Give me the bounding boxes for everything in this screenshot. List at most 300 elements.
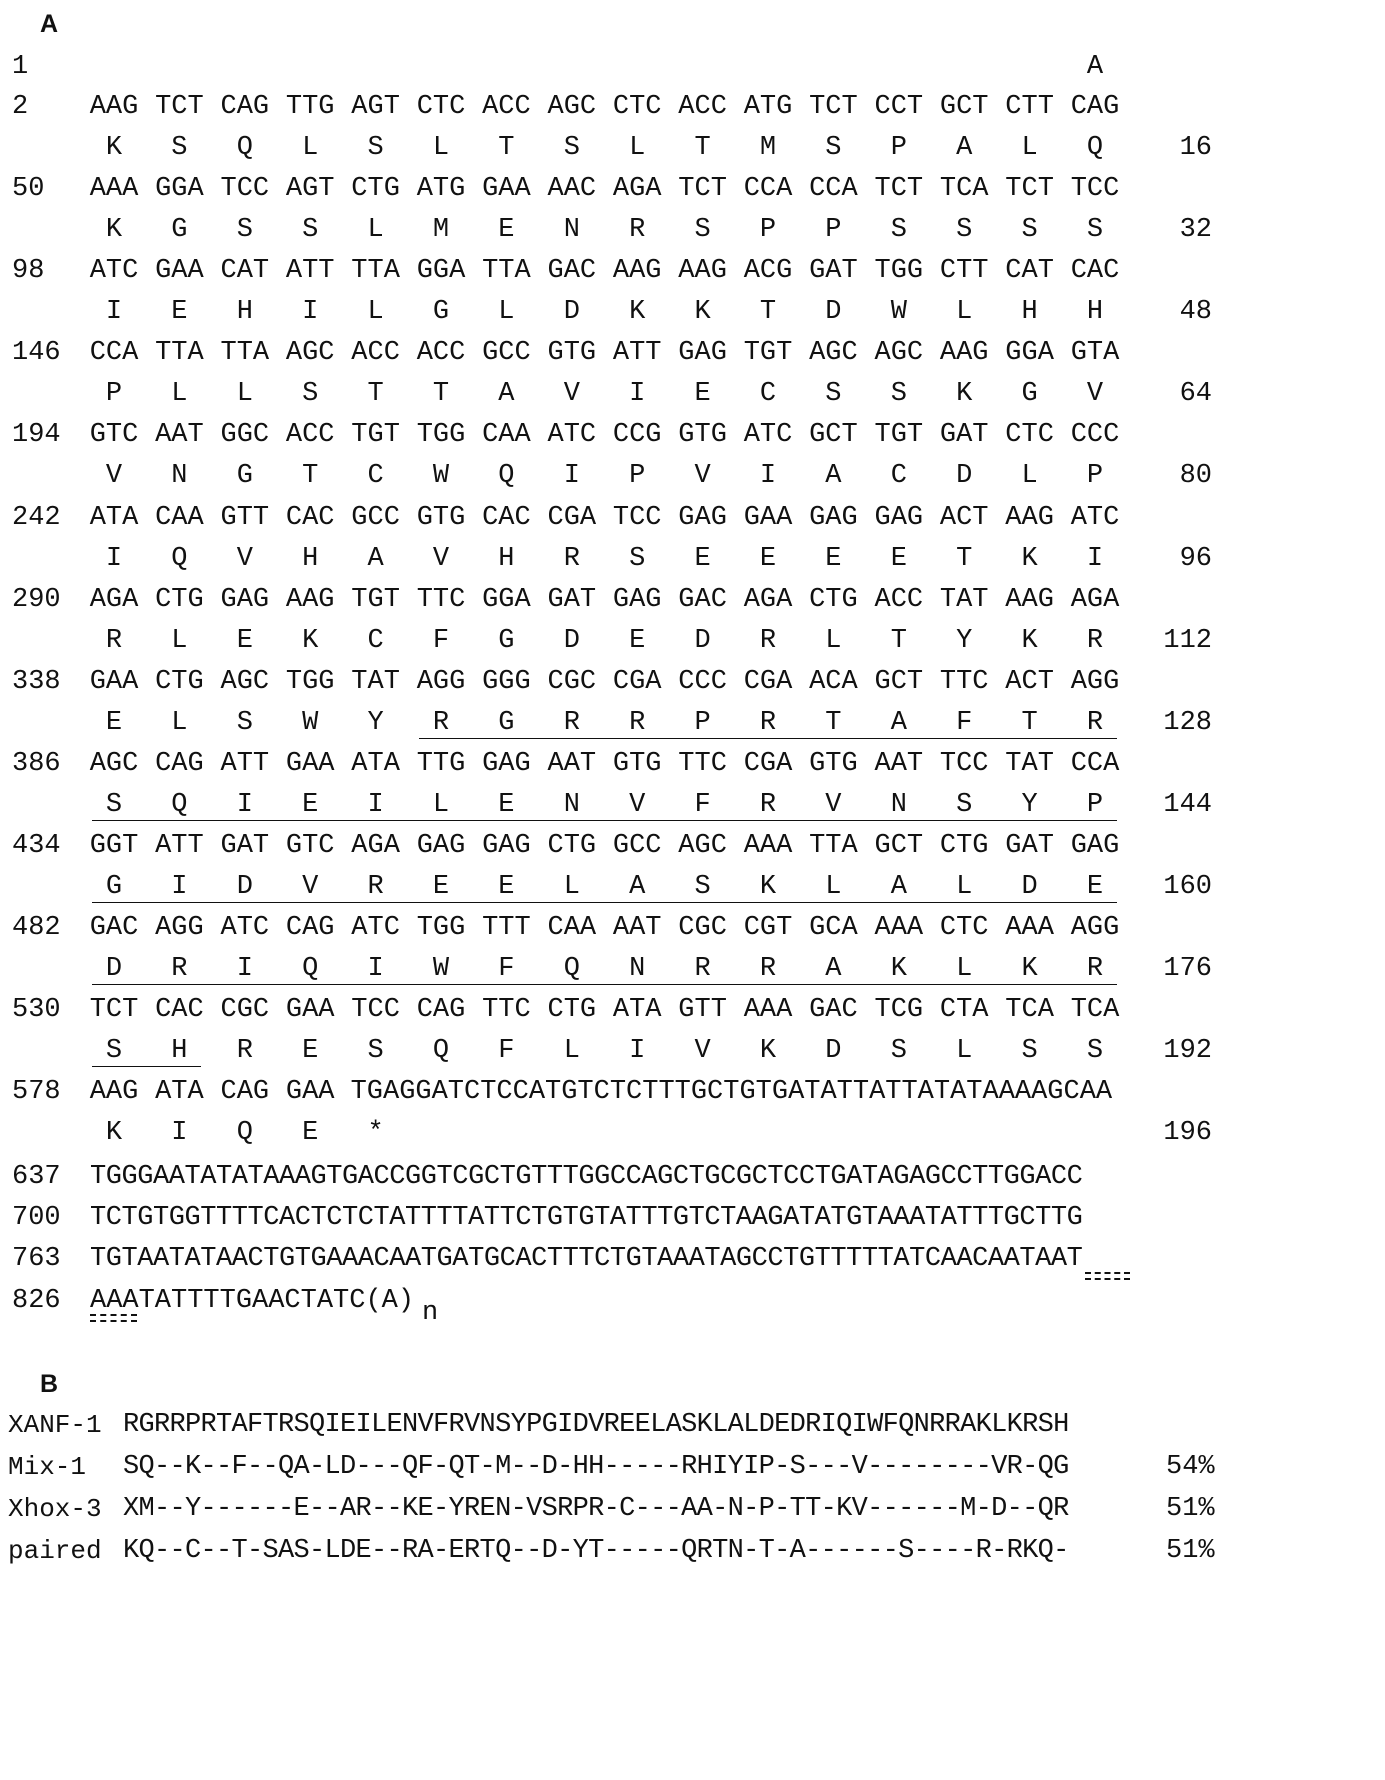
- amino-acid: Q: [236, 1118, 253, 1149]
- codon: GAT: [220, 830, 270, 861]
- amino-acid: R: [1086, 707, 1104, 738]
- codon: GGA: [416, 256, 466, 287]
- amino-acid: Q: [171, 789, 188, 820]
- codon: GCT: [939, 92, 989, 122]
- codon: TGT: [874, 420, 924, 451]
- polyadenylation-signal-underline: [1085, 1278, 1130, 1280]
- polyadenylation-signal-underline: [90, 1320, 137, 1322]
- codon: GCC: [351, 502, 400, 533]
- codon: CTG: [351, 174, 400, 205]
- amino-acid: L: [236, 379, 253, 410]
- amino-acid: S: [236, 707, 253, 738]
- amino-acid: K: [694, 297, 711, 328]
- codon: ATT: [155, 830, 204, 861]
- amino-acid-row: [0, 956, 1385, 996]
- amino-acid-number: 128: [1163, 707, 1212, 738]
- amino-acid: R: [432, 707, 450, 738]
- amino-acid-number: 96: [1179, 543, 1212, 574]
- codon: ATT: [220, 748, 270, 779]
- codon-row: [0, 915, 1385, 955]
- identity-percent: 51%: [1166, 1494, 1215, 1524]
- codon: TCT: [874, 174, 924, 205]
- codon: TCA: [1070, 995, 1120, 1026]
- codon: ATA: [612, 995, 662, 1026]
- amino-acid: E: [498, 871, 515, 902]
- codon: AGC: [874, 338, 924, 369]
- codon: CGC: [547, 666, 597, 697]
- amino-acid: R: [629, 215, 646, 246]
- codon-row: [0, 422, 1385, 462]
- codon: CAG: [220, 1077, 270, 1108]
- codon: ACC: [482, 92, 531, 122]
- codon: GGA: [155, 174, 204, 205]
- amino-acid: G: [1021, 379, 1038, 410]
- line-number: 194: [12, 420, 61, 451]
- amino-acid: C: [367, 461, 384, 492]
- codon: GAC: [678, 584, 727, 615]
- codon: CTG: [809, 584, 858, 615]
- codon: AAT: [874, 748, 924, 779]
- amino-acid: I: [302, 297, 319, 328]
- amino-acid: G: [236, 461, 253, 492]
- amino-acid: S: [236, 215, 253, 246]
- codon: TTC: [482, 995, 531, 1026]
- amino-acid: E: [498, 789, 515, 820]
- amino-acid: V: [825, 789, 842, 820]
- panel-a-label: A: [40, 10, 59, 38]
- codon: CTG: [155, 584, 204, 615]
- codon: GAA: [285, 748, 335, 779]
- amino-acid: N: [890, 789, 907, 820]
- codon: AGC: [220, 666, 270, 697]
- codon: ATC: [220, 913, 270, 943]
- codon: GAG: [874, 502, 924, 533]
- codon-row: [0, 666, 1385, 709]
- amino-acid: Y: [367, 707, 384, 738]
- amino-acid: T: [759, 297, 777, 328]
- amino-acid: Q: [432, 1036, 450, 1067]
- amino-acid: P: [629, 461, 646, 492]
- stop-codon-asterisk: *: [367, 1118, 384, 1149]
- amino-acid: S: [105, 1036, 123, 1067]
- codon: TGT: [351, 420, 400, 451]
- codon: CAC: [482, 502, 531, 533]
- amino-acid: A: [498, 379, 515, 410]
- amino-acid: I: [759, 461, 777, 492]
- polyadenylation-signal-underline: [90, 1314, 137, 1316]
- amino-acid: L: [498, 297, 515, 328]
- amino-acid-row: [0, 463, 1385, 503]
- amino-acid: W: [432, 461, 450, 492]
- codon-row: [0, 584, 1385, 627]
- amino-acid: E: [759, 543, 777, 574]
- codon: AAG: [89, 92, 139, 122]
- amino-acid: Y: [1021, 789, 1038, 820]
- line-number: 50: [12, 174, 45, 205]
- codon-row: [0, 1079, 1385, 1119]
- codon: AGA: [351, 830, 400, 861]
- amino-acid: M: [759, 133, 777, 163]
- codon: GTA: [1070, 338, 1120, 369]
- amino-acid: P: [105, 379, 123, 410]
- codon: CAT: [1005, 256, 1054, 287]
- codon: AGG: [416, 666, 466, 697]
- amino-acid: Q: [171, 543, 188, 574]
- codon: CTC: [416, 92, 466, 122]
- amino-acid: I: [1086, 543, 1104, 574]
- amino-acid: L: [1021, 133, 1038, 163]
- amino-acid-row: [0, 707, 1385, 750]
- amino-acid: I: [105, 543, 123, 574]
- codon: TCA: [1005, 995, 1054, 1026]
- codon: TCG: [874, 995, 924, 1026]
- codon: ACT: [1005, 666, 1054, 697]
- amino-acid: K: [759, 871, 777, 902]
- amino-acid: P: [1086, 789, 1104, 820]
- codon: AAG: [285, 584, 335, 615]
- identity-percent: 54%: [1166, 1452, 1215, 1482]
- amino-acid: R: [629, 707, 646, 738]
- codon: GAA: [89, 666, 139, 697]
- amino-acid: R: [694, 954, 711, 984]
- utr-sequence: AAATATTTTGAACTATC(A): [90, 1286, 415, 1316]
- codon: CTC: [612, 92, 662, 122]
- amino-acid: A: [890, 871, 907, 902]
- codon: GAG: [220, 584, 270, 615]
- amino-acid: L: [629, 133, 646, 163]
- codon: GAC: [89, 913, 139, 943]
- amino-acid: G: [171, 215, 188, 246]
- codon: GGT: [89, 830, 139, 861]
- codon: GAG: [678, 338, 727, 369]
- codon: AAT: [612, 913, 662, 943]
- codon: CGC: [220, 995, 270, 1026]
- codon: ACC: [285, 420, 335, 451]
- codon: CAA: [482, 420, 531, 451]
- amino-acid: L: [956, 297, 973, 328]
- amino-acid: P: [759, 215, 777, 246]
- amino-acid: Q: [498, 461, 515, 492]
- amino-acid: D: [956, 461, 973, 492]
- codon: ATA: [351, 748, 400, 779]
- utr-line: [0, 1246, 1385, 1286]
- codon: GAA: [482, 174, 531, 205]
- codon: GAG: [416, 830, 466, 861]
- amino-acid: P: [825, 215, 842, 246]
- amino-acid: V: [236, 543, 253, 574]
- amino-acid: D: [563, 297, 580, 328]
- homeodomain-underline: [419, 738, 1117, 739]
- amino-acid-number: 80: [1179, 461, 1212, 492]
- codon: AAG: [1005, 584, 1054, 615]
- amino-acid: R: [563, 707, 580, 738]
- codon-row: [0, 258, 1385, 298]
- nucleotide: A: [1086, 52, 1104, 82]
- amino-acid: T: [825, 707, 842, 738]
- amino-acid: L: [956, 871, 973, 902]
- codon: ACG: [743, 256, 793, 287]
- alignment-row: [0, 1538, 1385, 1578]
- amino-acid: R: [105, 625, 123, 656]
- amino-acid: Q: [302, 954, 319, 984]
- codon: CTA: [939, 995, 989, 1026]
- amino-acid: E: [694, 543, 711, 574]
- amino-acid: L: [563, 1036, 580, 1067]
- codon: CCT: [874, 92, 924, 122]
- amino-acid: H: [1086, 297, 1104, 328]
- line-number: 1: [12, 52, 29, 82]
- codon: TCC: [351, 995, 400, 1026]
- codon: GCC: [612, 830, 662, 861]
- amino-acid: C: [759, 379, 777, 410]
- amino-acid: L: [367, 215, 384, 246]
- amino-acid: T: [890, 625, 907, 656]
- amino-acid: L: [171, 379, 188, 410]
- amino-acid: R: [1086, 625, 1104, 656]
- amino-acid: L: [956, 1036, 973, 1067]
- codon: GCT: [874, 830, 924, 861]
- codon: TTC: [939, 666, 989, 697]
- codon-row: [0, 502, 1385, 545]
- codon: CCG: [612, 420, 662, 451]
- codon: CTG: [547, 995, 597, 1026]
- codon: TTA: [155, 338, 204, 369]
- codon: GAG: [678, 502, 727, 533]
- amino-acid: L: [171, 707, 188, 738]
- codon: CCC: [1070, 420, 1120, 451]
- amino-acid: I: [236, 789, 253, 820]
- amino-acid: S: [629, 543, 646, 574]
- amino-acid: H: [1021, 297, 1038, 328]
- amino-acid: G: [105, 871, 123, 902]
- amino-acid-number: 196: [1163, 1118, 1212, 1149]
- codon: TCT: [678, 174, 727, 205]
- codon: GTG: [547, 338, 597, 369]
- codon: GTT: [678, 995, 727, 1026]
- amino-acid: V: [694, 461, 711, 492]
- alignment-sequence: XM--Y------E--AR--KE-YREN-VSRPR-C---AA-N-P-TT-KV------M-D--QR: [123, 1494, 1069, 1524]
- amino-acid: W: [890, 297, 907, 328]
- amino-acid: R: [759, 707, 777, 738]
- amino-acid: R: [759, 625, 777, 656]
- codon: ATC: [89, 256, 139, 287]
- codon: CAT: [220, 256, 270, 287]
- amino-acid-row: [0, 789, 1385, 832]
- codon: ATA: [89, 502, 139, 533]
- codon: CGA: [743, 666, 793, 697]
- amino-acid: E: [302, 1036, 319, 1067]
- codon: TGG: [416, 913, 466, 943]
- codon: GAG: [809, 502, 858, 533]
- codon: ACC: [351, 338, 400, 369]
- amino-acid: N: [563, 215, 580, 246]
- amino-acid: T: [498, 133, 515, 163]
- amino-acid: F: [694, 789, 711, 820]
- line-number: 700: [12, 1203, 61, 1233]
- amino-acid: L: [956, 954, 973, 984]
- codon: ATA: [155, 1077, 204, 1108]
- amino-acid: Y: [956, 625, 973, 656]
- amino-acid: V: [694, 1036, 711, 1067]
- line-number: 637: [12, 1162, 61, 1192]
- amino-acid: A: [825, 954, 842, 984]
- codon: TGT: [743, 338, 793, 369]
- amino-acid: G: [498, 625, 515, 656]
- amino-acid: L: [302, 133, 319, 163]
- codon: ACC: [416, 338, 466, 369]
- codon: CAG: [416, 995, 466, 1026]
- line-number: 578: [12, 1077, 61, 1108]
- amino-acid: S: [1021, 1036, 1038, 1067]
- amino-acid: I: [171, 871, 188, 902]
- amino-acid: D: [236, 871, 253, 902]
- codon: GAA: [285, 995, 335, 1026]
- amino-acid: K: [890, 954, 907, 984]
- amino-acid: F: [432, 625, 450, 656]
- amino-acid: L: [367, 297, 384, 328]
- codon: GGC: [220, 420, 270, 451]
- amino-acid: R: [171, 954, 188, 984]
- codon: ACA: [809, 666, 858, 697]
- codon: TAT: [1005, 748, 1054, 779]
- codon: AAA: [743, 995, 793, 1026]
- codon: CTG: [547, 830, 597, 861]
- codon: TTA: [351, 256, 400, 287]
- codon: GAT: [1005, 830, 1054, 861]
- codon: CGC: [678, 913, 727, 943]
- codon: AAA: [89, 174, 139, 205]
- codon: CAG: [155, 748, 204, 779]
- codon: ATC: [547, 420, 597, 451]
- alignment-row: [0, 1412, 1385, 1452]
- codon: AAG: [1005, 502, 1054, 533]
- codon: TTC: [416, 584, 466, 615]
- amino-acid: N: [563, 789, 580, 820]
- codon: TCC: [1070, 174, 1120, 205]
- amino-acid: A: [367, 543, 384, 574]
- codon: TCC: [612, 502, 662, 533]
- amino-acid-row: [0, 381, 1385, 421]
- amino-acid: E: [694, 379, 711, 410]
- amino-acid: S: [825, 379, 842, 410]
- amino-acid: I: [367, 789, 384, 820]
- codon: AGC: [547, 92, 597, 122]
- codon: CGT: [743, 913, 793, 943]
- amino-acid: F: [956, 707, 973, 738]
- amino-acid-row: [0, 625, 1385, 668]
- codon: GCC: [482, 338, 531, 369]
- codon: ATT: [285, 256, 335, 287]
- amino-acid: S: [302, 215, 319, 246]
- codon: AGC: [285, 338, 335, 369]
- line-number: 242: [12, 502, 61, 533]
- amino-acid: K: [759, 1036, 777, 1067]
- codon: AAA: [1005, 913, 1054, 943]
- amino-acid: I: [171, 1118, 188, 1149]
- codon: ATC: [1070, 502, 1120, 533]
- amino-acid: D: [694, 625, 711, 656]
- line-number: 826: [12, 1286, 61, 1316]
- amino-acid: E: [105, 707, 123, 738]
- amino-acid: V: [105, 461, 123, 492]
- codon: ACC: [874, 584, 924, 615]
- codon: CTC: [1005, 420, 1054, 451]
- codon: AAA: [874, 913, 924, 943]
- utr-line: [0, 1205, 1385, 1245]
- amino-acid: S: [825, 133, 842, 163]
- amino-acid: L: [1021, 461, 1038, 492]
- amino-acid: R: [759, 954, 777, 984]
- codon: CCA: [1070, 748, 1120, 779]
- codon: CAG: [1070, 92, 1120, 122]
- codon: AAG: [89, 1077, 139, 1108]
- codon: ATC: [351, 913, 400, 943]
- amino-acid: I: [563, 461, 580, 492]
- codon: AAG: [939, 338, 989, 369]
- codon: CAA: [547, 913, 597, 943]
- poly-a-subscript: n: [422, 1298, 439, 1328]
- codon: AAC: [547, 174, 597, 205]
- amino-acid: P: [694, 707, 711, 738]
- amino-acid: S: [105, 789, 123, 820]
- codon: ACC: [678, 92, 727, 122]
- homeodomain-underline: [92, 902, 1117, 903]
- alignment-row: [0, 1496, 1385, 1536]
- amino-acid: S: [171, 133, 188, 163]
- codon: AGA: [743, 584, 793, 615]
- amino-acid: K: [105, 133, 123, 163]
- amino-acid: E: [890, 543, 907, 574]
- codon: TTG: [416, 748, 466, 779]
- amino-acid: S: [694, 215, 711, 246]
- codon: GTG: [678, 420, 727, 451]
- amino-acid: E: [498, 215, 515, 246]
- amino-acid-number: 16: [1179, 133, 1212, 163]
- amino-acid: R: [1086, 954, 1104, 984]
- codon: GCT: [874, 666, 924, 697]
- line-number: 98: [12, 256, 45, 287]
- codon-row: [0, 997, 1385, 1037]
- codon: GAT: [547, 584, 597, 615]
- utr-sequence: TCTGTGGTTTTCACTCTCTATTTTATTCTGTGTATTTGTCTAAGATATGTAAATATTTGCTTG: [90, 1203, 1083, 1233]
- amino-acid: T: [432, 379, 450, 410]
- codon: TCA: [939, 174, 989, 205]
- codon: TCT: [1005, 174, 1054, 205]
- codon: CAC: [1070, 256, 1120, 287]
- codon: TAT: [351, 666, 400, 697]
- amino-acid: S: [694, 871, 711, 902]
- amino-acid: N: [629, 954, 646, 984]
- amino-acid: K: [1021, 625, 1038, 656]
- codon: TTA: [482, 256, 531, 287]
- codon: GTG: [416, 502, 466, 533]
- codon: AAG: [612, 256, 662, 287]
- codon: CTT: [1005, 92, 1054, 122]
- amino-acid: S: [563, 133, 580, 163]
- amino-acid: G: [498, 707, 515, 738]
- line-number: 530: [12, 995, 61, 1026]
- amino-acid: E: [629, 625, 646, 656]
- amino-acid-number: 32: [1179, 215, 1212, 246]
- amino-acid-row: [0, 135, 1385, 175]
- amino-acid: H: [236, 297, 253, 328]
- alignment-sequence: SQ--K--F--QA-LD---QF-QT-M--D-HH-----RHIYIP-S---V--------VR-QG: [123, 1452, 1069, 1482]
- amino-acid: F: [498, 1036, 515, 1067]
- codon: GTC: [285, 830, 335, 861]
- amino-acid: Q: [236, 133, 253, 163]
- amino-acid-number: 176: [1163, 954, 1212, 984]
- amino-acid: P: [890, 133, 907, 163]
